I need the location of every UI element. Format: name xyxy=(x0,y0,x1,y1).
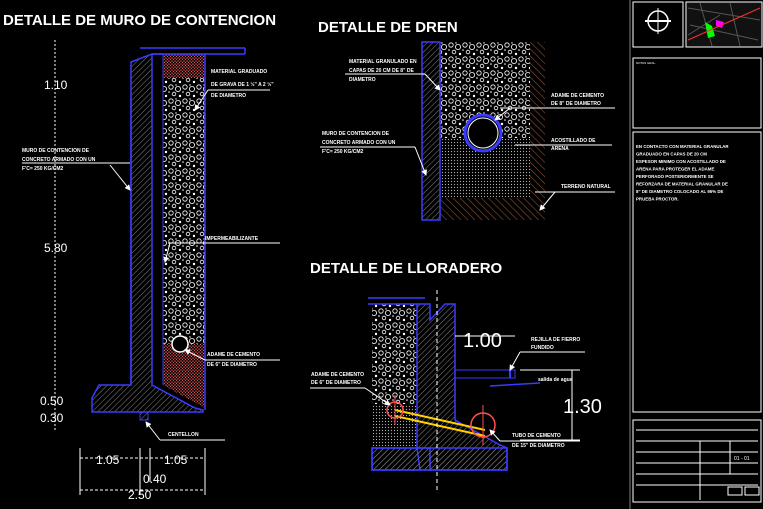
llor-label-tubo-1: TUBO DE CEMENTO xyxy=(512,433,561,439)
note-line: GRADUADO EN CAPAS DE 20 CM xyxy=(636,151,707,157)
muro-title: DETALLE DE MURO DE CONTENCION xyxy=(3,12,277,29)
note-line: ESPESOR MINIMO CON ACOSTILLADO DE xyxy=(636,159,726,164)
llor-label-rejilla-2: FUNDIDO xyxy=(531,345,554,351)
lloradero-title: DETALLE DE LLORADERO xyxy=(310,260,503,277)
dren-title: DETALLE DE DREN xyxy=(318,19,458,36)
muro-label-muro-1: MURO DE CONTENCION DE xyxy=(22,148,89,154)
dren-label-material-2: CAPAS DE 20 CM DE 8" DE xyxy=(349,68,414,74)
muro-label-centellon: CENTELLON xyxy=(168,432,199,438)
muro-dim-b-left: 1.05 xyxy=(96,453,120,467)
lloradero-detail xyxy=(310,260,602,490)
sheet-number: 01 - 01 xyxy=(734,456,750,462)
muro-label-material-2: DE GRAVA DE 1 ½" A 2 ½" xyxy=(211,82,274,88)
muro-dim-top: 1.10 xyxy=(44,78,68,92)
llor-gravel xyxy=(372,304,417,404)
note-line: PERFORADO POSTERIORMENTE SE xyxy=(636,174,714,179)
dren-wall xyxy=(422,42,440,220)
muro-dim-b-total: 2.50 xyxy=(128,488,152,502)
muro-detail xyxy=(3,12,280,502)
muro-dim-base1: 0.50 xyxy=(40,394,64,408)
dren-label-terreno: TERRENO NATURAL xyxy=(561,184,611,190)
llor-label-adame-1: ADAME DE CEMENTO xyxy=(311,372,364,378)
dren-label-muro-3: F'C= 250 KG/CM2 xyxy=(322,149,364,155)
notes-list xyxy=(636,144,729,202)
muro-drain-pipe xyxy=(172,336,188,352)
llor-dim-top: 1.00 xyxy=(463,330,502,352)
dren-label-adame-2: DE 8" DE DIAMETRO xyxy=(551,101,601,107)
note-line: EN CONTACTO CON MATERIAL GRANULAR xyxy=(636,144,729,149)
muro-label-material-3: DE DIAMETRO xyxy=(211,93,246,99)
muro-dim-b-right: 1.05 xyxy=(164,453,188,467)
llor-label-adame-2: DE 6" DE DIAMETRO xyxy=(311,380,361,386)
note-line: PRUEBA PROCTOR. xyxy=(636,196,679,202)
muro-gravel-fill xyxy=(163,54,205,344)
note-line: 8" DE DIAMETRO COLOCADO AL 95% DE xyxy=(636,189,724,194)
muro-top-soil xyxy=(163,54,205,78)
muro-label-adame-2: DE 6" DE DIAMETRO xyxy=(207,362,257,368)
llor-dim-right: 1.30 xyxy=(563,396,602,418)
note-line: REFORZARA DE MATERIAL GRANULAR DE xyxy=(636,181,728,187)
muro-dim-base2: 0.30 xyxy=(40,411,64,425)
muro-dim-mid: 5.80 xyxy=(44,241,68,255)
muro-label-muro-3: F'C= 250 KG/CM2 xyxy=(22,166,64,172)
dren-label-muro-1: MURO DE CONTENCION DE xyxy=(322,131,389,137)
sidebar xyxy=(630,0,762,509)
llor-label-salida: salida de agua xyxy=(538,377,573,383)
notes-header: NOTAS GRAL. xyxy=(636,61,656,65)
dren-label-acostillado-2: ARENA xyxy=(551,146,569,152)
dren-label-material-3: DIAMETRO xyxy=(349,77,376,83)
dren-label-muro-2: CONCRETO ARMADO CON UN xyxy=(322,140,396,146)
dren-detail xyxy=(318,19,615,220)
dren-label-adame-1: ADAME DE CEMENTO xyxy=(551,93,604,99)
muro-label-imper: IMPERMEABILIZANTE xyxy=(205,236,259,242)
llor-label-rejilla-1: REJILLA DE FIERRO xyxy=(531,337,581,343)
dren-label-acostillado-1: ACOSTILLADO DE xyxy=(551,138,596,144)
note-line: ARENA PARA PROTEGER EL ADAME xyxy=(636,166,715,172)
llor-label-tubo-2: DE 15" DE DIAMETRO xyxy=(512,443,565,449)
muro-label-adame-1: ADAME DE CEMENTO xyxy=(207,352,260,358)
muro-dim-b-mid: 0.40 xyxy=(143,472,167,486)
dren-label-material-1: MATERIAL GRANULADO EN xyxy=(349,59,417,65)
muro-label-material-1: MATERIAL GRADUADO xyxy=(211,69,268,75)
muro-label-muro-2: CONCRETO ARMADO CON UN xyxy=(22,157,96,163)
